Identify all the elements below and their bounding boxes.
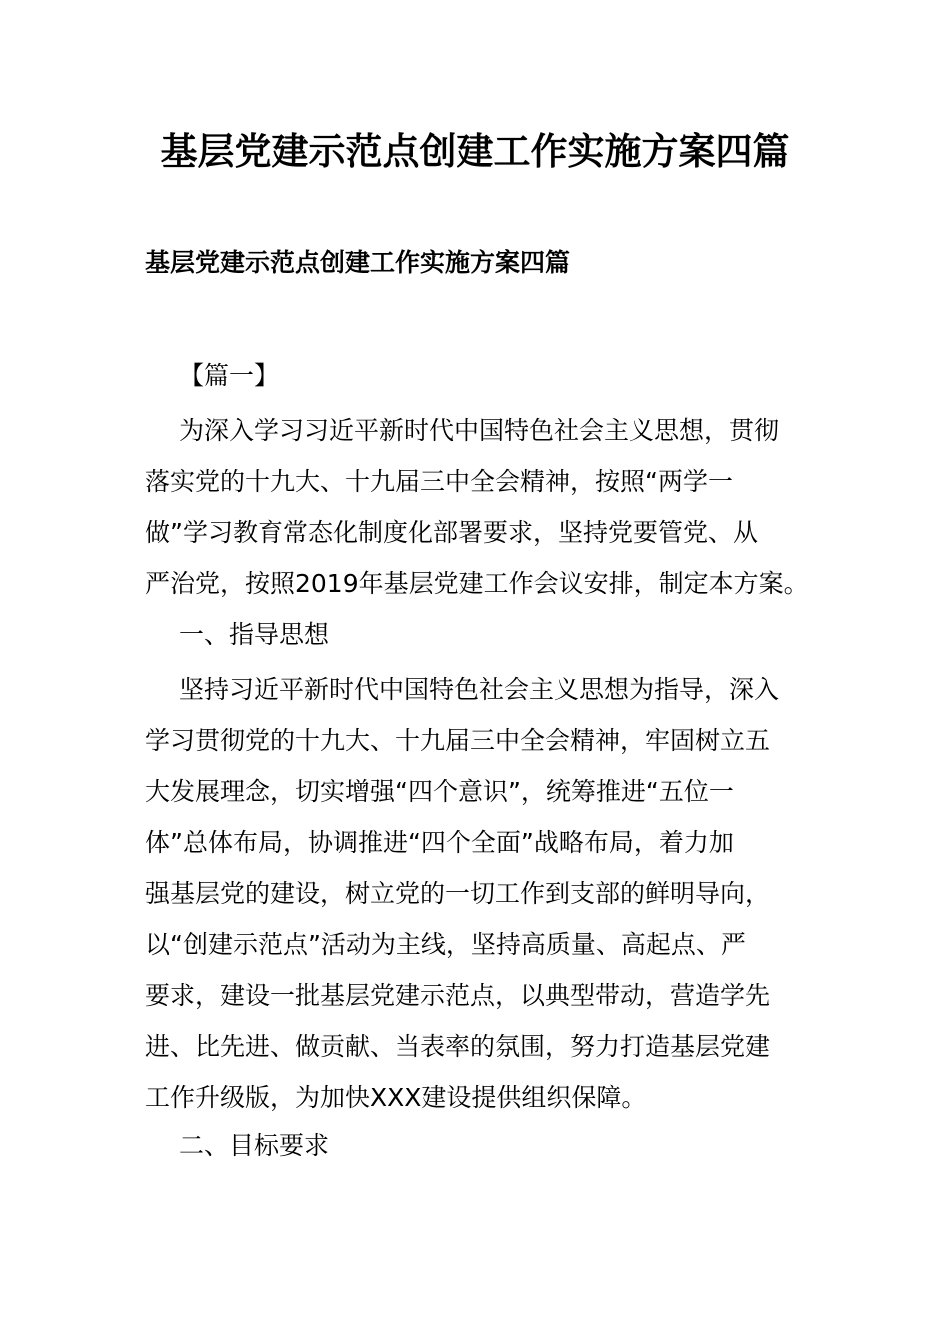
paragraph-line: 为深入学习习近平新时代中国特色社会主义思想，贯彻	[179, 416, 780, 445]
paragraph-line: 以“创建示范点”活动为主线，坚持高质量、高起点、严	[145, 930, 746, 959]
document-subtitle: 基层党建示范点创建工作实施方案四篇	[145, 248, 571, 277]
paragraph-line: 坚持习近平新时代中国特色社会主义思想为指导，深入	[179, 675, 780, 704]
intro-paragraph	[145, 405, 817, 609]
paragraph-line: 大发展理念，切实增强“四个意识”，统筹推进“五位一	[145, 777, 734, 806]
section-label	[145, 350, 817, 401]
document-title: 基层党建示范点创建工作实施方案四篇	[160, 130, 790, 173]
paragraph-line: 进、比先进、做贡献、当表率的氛围，努力打造基层党建	[145, 1032, 771, 1061]
section-heading-text: 一、指导思想	[179, 620, 330, 649]
paragraph-line: 工作升级版，为加快XXX建设提供组织保障。	[145, 1083, 647, 1112]
paragraph-line: 落实党的十九大、十九届三中全会精神，按照“两学一	[145, 467, 733, 496]
guiding-paragraph	[145, 664, 817, 1123]
section-label-text: 【篇一】	[179, 361, 280, 390]
paragraph-line: 强基层党的建设，树立党的一切工作到支部的鲜明导向，	[145, 879, 771, 908]
section-heading-goals	[145, 1120, 817, 1171]
paragraph-line: 体”总体布局，协调推进“四个全面”战略布局，着力加	[145, 828, 734, 857]
section-heading-guiding	[145, 609, 817, 660]
paragraph-line: 做”学习教育常态化制度化部署要求，坚持党要管党、从	[145, 518, 758, 547]
paragraph-line: 严治党，按照2019年基层党建工作会议安排，制定本方案。	[145, 569, 809, 598]
section-heading-text: 二、目标要求	[179, 1131, 330, 1160]
paragraph-line: 要求，建设一批基层党建示范点，以典型带动，营造学先	[145, 981, 771, 1010]
paragraph-line: 学习贯彻党的十九大、十九届三中全会精神，牢固树立五	[145, 726, 771, 755]
